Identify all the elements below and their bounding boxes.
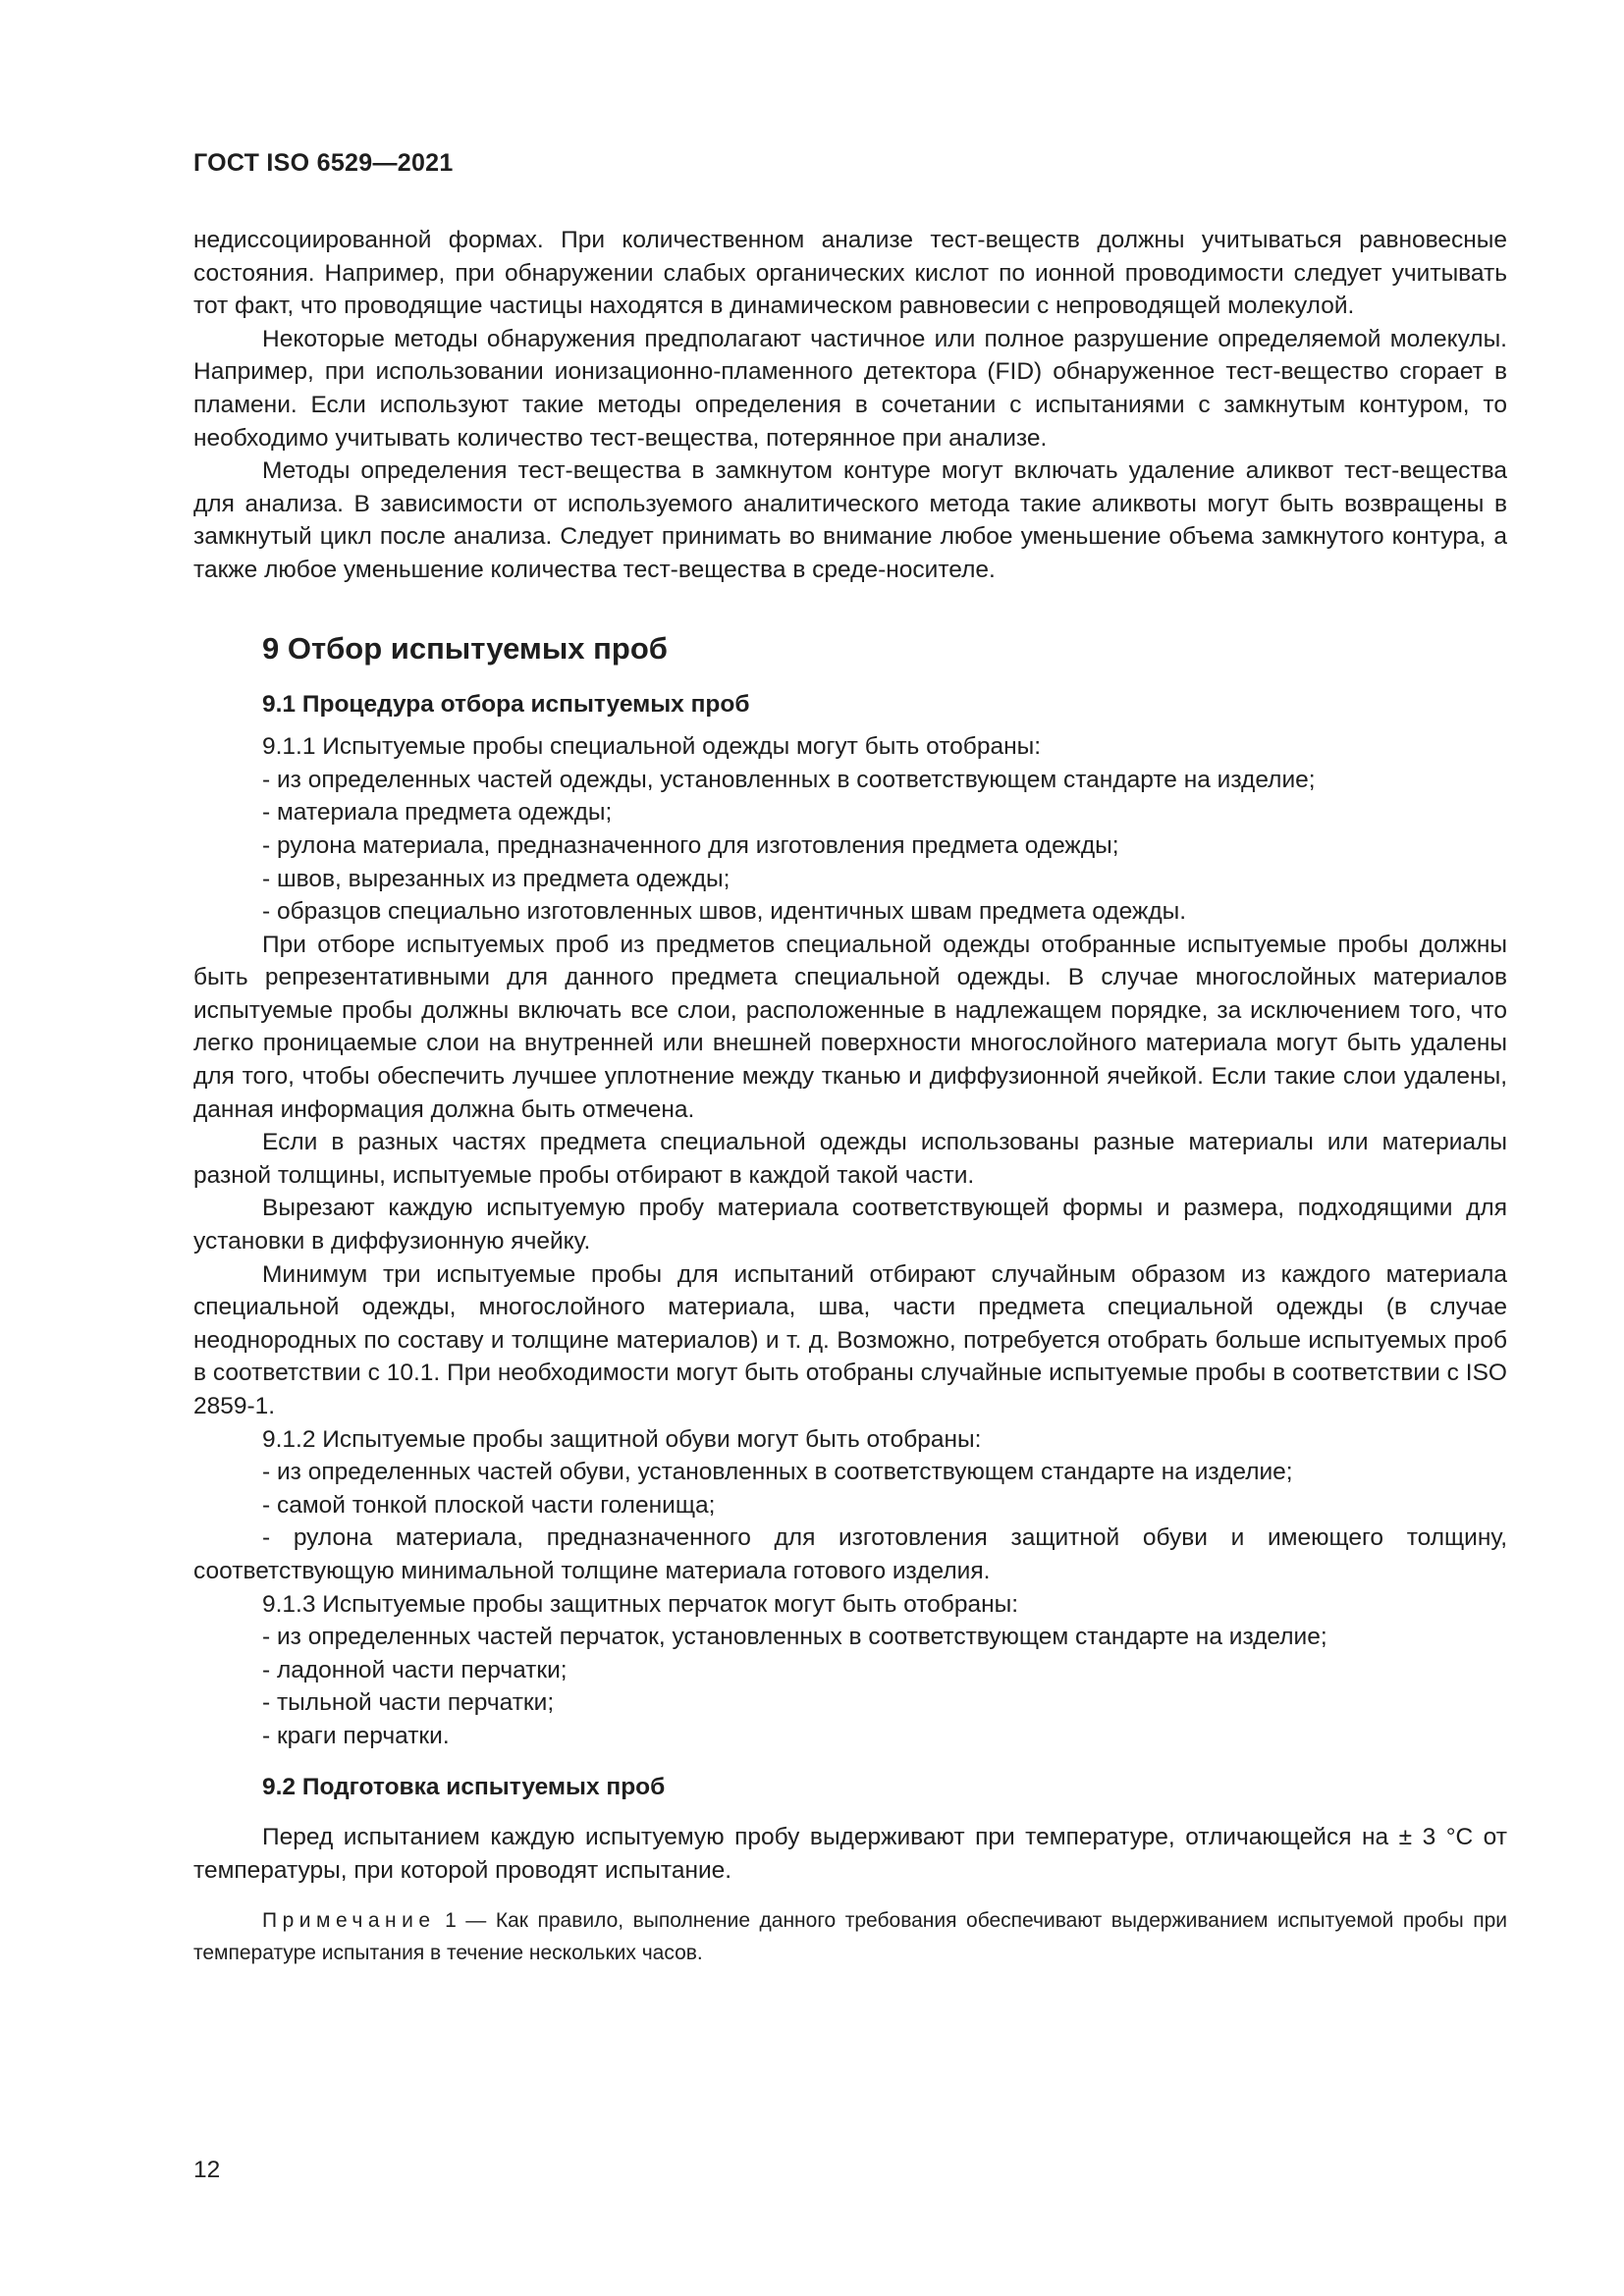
document-body [193,224,1507,1969]
list-item: - рулона материала, предназначенного для изготовления защитной обуви и имеющего толщину, соответствующую минимальной толщине материала готового изделия. [193,1524,1507,1584]
clause-9-1-1: 9.1.1 Испытуемые пробы специальной одежды могут быть отобраны: [262,733,1042,761]
paragraph-different-materials: Если в разных частях предмета специальной одежды использованы разные материалы или материалы разной толщины, испытуемые пробы отбирают в каждой такой части. [193,1129,1507,1189]
section-9-2-heading: 9.2 Подготовка испытуемых проб [262,1773,666,1800]
section-9-1-heading: 9.1 Процедура отбора испытуемых проб [262,690,750,718]
clause-9-1-2: 9.1.2 Испытуемые пробы защитной обуви могут быть отобраны: [262,1425,982,1453]
list-item: - швов, вырезанных из предмета одежды; [262,865,731,892]
page-number: 12 [193,2157,221,2183]
note-label: Примечание [262,1909,436,1933]
list-item: - ладонной части перчатки; [262,1656,568,1683]
list-item: - тыльной части перчатки; [262,1689,555,1717]
note-1 [193,1904,1507,1969]
list-item: - самой тонкой плоской части голенища; [262,1491,716,1519]
section-9-heading: 9 Отбор испытуемых проб [262,630,668,666]
paragraph-minimum-three-samples: Минимум три испытуемые пробы для испытаний отбирают случайным образом из каждого материала специальной одежды, многослойного материала, шва, части предмета специальной одежды (в случае неоднородных по составу и толщине материалов) и т. д. Возможно, потребуется отобрать больше испытуемых проб в соответствии с 10.1. При необходимости могут быть отобраны случайные испытуемые пробы в соответствии с ISO 2859-1. [193,1260,1507,1419]
intro-paragraph-3: Методы определения тест-вещества в замкнутом контуре могут включать удаление аликвот тест-вещества для анализа. В зависимости от используемого аналитического метода такие аликвоты могут быть возвращены в замкнутый цикл после анализа. Следует принимать во внимание любое уменьшение объема замкнутого контура, а также любое уменьшение количества тест-вещества в среде-носителе. [193,457,1507,583]
list-item: - из определенных частей одежды, установленных в соответствующем стандарте на изделие; [262,766,1316,793]
paragraph-cut-samples: Вырезают каждую испытуемую пробу материала соответствующей формы и размера, подходящими для установки в диффузионную ячейку. [193,1195,1507,1255]
intro-paragraph-2: Некоторые методы обнаружения предполагают частичное или полное разрушение определяемой молекулы. Например, при использовании ионизационно-пламенного детектора (FID) обнаруженное тест-вещество сгорает в пламени. Если используют такие методы определения в сочетании с испытаниями с замкнутым контуром, то необходимо учитывать количество тест-вещества, потерянное при анализе. [193,325,1507,452]
paragraph-representative-samples: При отборе испытуемых проб из предметов специальной одежды отобранные испытуемые пробы должны быть репрезентативными для данного предмета специальной одежды. В случае многослойных материалов испытуемые пробы должны включать все слои, расположенные в надлежащем порядке, за исключением того, что легко проницаемые слои на внутренней или внешней поверхности многослойного материала могут быть удалены для того, чтобы обеспечить лучшее уплотнение между тканью и диффузионной ячейкой. Если такие слои удалены, данная информация должна быть отмечена. [193,931,1507,1123]
list-item: - краги перчатки. [262,1722,450,1749]
list-item: - материала предмета одежды; [262,799,613,827]
document-header: ГОСТ ISO 6529—2021 [193,149,454,177]
clause-9-1-3: 9.1.3 Испытуемые пробы защитных перчаток могут быть отобраны: [262,1590,1019,1618]
note-text: 1 — Как правило, выполнение данного требования обеспечивают выдерживанием испытуемой пробы при температуре испытания в течение нескольких часов. [193,1909,1507,1965]
list-item: - из определенных частей обуви, установленных в соответствующем стандарте на изделие; [262,1459,1293,1486]
list-item: - из определенных частей перчаток, установленных в соответствующем стандарте на изделие; [262,1624,1327,1651]
list-item: - рулона материала, предназначенного для изготовления предмета одежды; [262,831,1119,859]
intro-paragraph-1: недиссоциированной формах. При количественном анализе тест-веществ должны учитываться равновесные состояния. Например, при обнаружении слабых органических кислот по ионной проводимости следует учитывать тот факт, что проводящие частицы находятся в динамическом равновесии с непроводящей молекулой. [193,227,1507,320]
list-item: - образцов специально изготовленных швов, идентичных швам предмета одежды. [262,898,1187,926]
paragraph-conditioning: Перед испытанием каждую испытуемую пробу выдерживают при температуре, отличающейся на ± 3 °C от температуры, при которой проводят испытание. [193,1824,1507,1884]
